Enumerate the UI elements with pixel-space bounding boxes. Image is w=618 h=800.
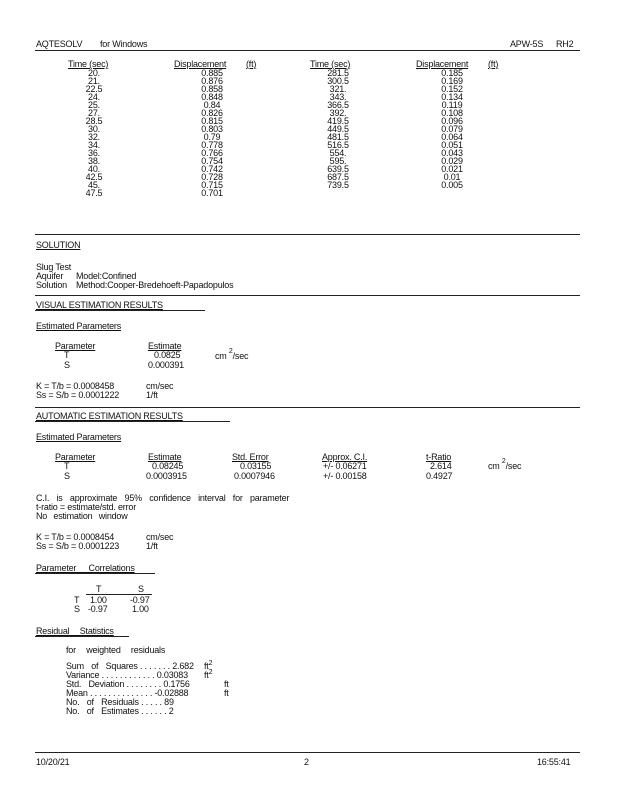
corr-t-s: -0.97: [130, 595, 150, 605]
col-head-unit-left: (ft): [246, 59, 257, 69]
displacement-value: 0.84: [203, 100, 221, 110]
header-rule: [35, 50, 580, 51]
auto-param-header: Parameter: [55, 452, 96, 462]
residual-stat-leader: . . . . . . . .: [124, 679, 164, 689]
visual-k-unit: cm/sec: [146, 381, 174, 391]
displacement-value: 0.01: [443, 172, 461, 182]
col-head-unit-right: (ft): [488, 59, 499, 69]
residual-stat-leader: . . . . .: [138, 697, 165, 707]
time-value: 40.: [88, 164, 100, 174]
visual-subtitle: Estimated Parameters: [36, 321, 122, 331]
aquifer-model: Model:Confined: [76, 271, 137, 281]
time-value: 24.: [88, 92, 100, 102]
time-value: 21.: [88, 76, 100, 86]
displacement-value: 0.029: [441, 156, 463, 166]
displacement-value: 0.815: [201, 116, 223, 126]
residual-stat-leader: . . . . . .: [138, 706, 169, 716]
corr-t-t: 1.00: [90, 595, 107, 605]
displacement-value: 0.766: [201, 148, 223, 158]
auto-estimate-header: Estimate: [148, 452, 182, 462]
residual-title-rule: [35, 636, 129, 637]
residual-stat-label: No. of Residuals: [66, 697, 139, 707]
displacement-value: 0.064: [441, 132, 463, 142]
app-platform: for Windows: [100, 39, 148, 49]
visual-value-s: 0.000391: [148, 360, 184, 370]
test-name: APW-5S: [510, 39, 544, 49]
time-value: 32.: [88, 132, 100, 142]
residual-stat-value: 0.03083: [156, 670, 188, 680]
residual-title: Residual Statistics: [36, 626, 114, 636]
section-rule-visual: [35, 295, 580, 296]
auto-k-unit: cm/sec: [146, 532, 174, 542]
col-head-disp-right: Displacement: [416, 59, 469, 69]
auto-unit-t: cm $^2$/sec: [488, 458, 522, 471]
footer-rule: [35, 752, 580, 753]
residual-stat-value: 89: [164, 697, 174, 707]
displacement-value: 0.185: [441, 68, 463, 78]
time-value: 38.: [88, 156, 100, 166]
auto-stderr-header: Std. Error: [232, 452, 269, 462]
auto-stderr-s: 0.0007946: [234, 471, 275, 481]
displacement-value: 0.152: [441, 84, 463, 94]
app-name: AQTESOLV: [36, 39, 83, 49]
residual-stat-label: Mean: [66, 688, 88, 698]
visual-estimate-header: Estimate: [148, 341, 182, 351]
time-value: 516.5: [327, 140, 349, 150]
residual-stat-value: 2.682: [172, 661, 194, 671]
visual-value-t: 0.0825: [154, 350, 181, 360]
residual-subtitle: for weighted residuals: [66, 645, 166, 655]
time-value: 595.: [329, 156, 347, 166]
displacement-value: 0.848: [201, 92, 223, 102]
time-value: 687.5: [327, 172, 349, 182]
displacement-value: 0.096: [441, 116, 463, 126]
time-value: 481.5: [327, 132, 349, 142]
residual-stat-unit: ft: [224, 679, 229, 689]
residual-stat-label: Std. Deviation: [66, 679, 125, 689]
visual-unit-t: cm $^2$/sec: [215, 348, 249, 361]
auto-value-t: 0.08245: [152, 461, 184, 471]
footer-page-number: 2: [304, 757, 309, 767]
visual-param-header: Parameter: [55, 341, 96, 351]
residual-stat-label: Sum of Squares: [66, 661, 138, 671]
auto-tratio-s: 0.4927: [426, 471, 453, 481]
displacement-value: 0.754: [201, 156, 223, 166]
time-value: 34.: [88, 140, 100, 150]
displacement-value: 0.778: [201, 140, 223, 150]
displacement-value: 0.079: [441, 124, 463, 134]
time-value: 28.5: [85, 116, 103, 126]
displacement-value: 0.885: [201, 68, 223, 78]
solution-title: SOLUTION: [36, 240, 81, 250]
displacement-value: 0.826: [201, 108, 223, 118]
corr-col-s: S: [138, 584, 144, 594]
col-head-time-right: Time (sec): [310, 59, 351, 69]
time-value: 47.5: [85, 188, 103, 198]
displacement-value: 0.043: [441, 148, 463, 158]
auto-ci-s: +/- 0.00158: [323, 471, 367, 481]
corr-s-s: 1.00: [132, 604, 149, 614]
time-value: 25.: [88, 100, 100, 110]
displacement-value: 0.728: [201, 172, 223, 182]
auto-tratio-header: t-Ratio: [426, 452, 452, 462]
displacement-value: 0.108: [441, 108, 463, 118]
displacement-value: 0.051: [441, 140, 463, 150]
displacement-value: 0.858: [201, 84, 223, 94]
corr-row-t-label: T: [74, 595, 80, 605]
residual-stats-list: [66, 660, 229, 716]
auto-ss-line: Ss = S/b = 0.0001223: [36, 541, 120, 551]
time-value: 392.: [329, 108, 347, 118]
visual-title-rule: [35, 310, 205, 311]
right-displacement-column: [432, 69, 472, 189]
auto-note-tratio: t-ratio = estimate/std. error: [36, 502, 136, 512]
time-value: 36.: [88, 148, 100, 158]
time-value: 20.: [88, 68, 100, 78]
displacement-value: 0.742: [201, 164, 223, 174]
displacement-value: 0.021: [441, 164, 463, 174]
displacement-value: 0.005: [441, 180, 463, 190]
auto-param-s: S: [64, 471, 70, 481]
displacement-value: 0.803: [201, 124, 223, 134]
residual-stat-leader: . . . . . . .: [137, 661, 173, 671]
auto-k-line: K = T/b = 0.0008454: [36, 532, 115, 542]
auto-ci-header: Approx. C.I.: [322, 452, 368, 462]
time-value: 321.: [329, 84, 347, 94]
left-time-column: [76, 69, 112, 197]
solution-test-type: Slug Test: [36, 262, 72, 272]
right-time-column: [320, 69, 356, 189]
time-value: 45.: [88, 180, 100, 190]
residual-stat-leader: . . . . . . . . . . . . . .: [87, 688, 155, 698]
time-value: 42.5: [85, 172, 103, 182]
automatic-title-rule: [35, 421, 230, 422]
time-value: 639.5: [327, 164, 349, 174]
residual-stat-leader: . . . . . . . . . . . .: [99, 670, 157, 680]
corr-s-t: -0.97: [88, 604, 108, 614]
time-value: 30.: [88, 124, 100, 134]
displacement-value: 0.701: [201, 188, 223, 198]
time-value: 22.5: [85, 84, 103, 94]
footer-date: 10/20/21: [36, 757, 70, 767]
automatic-title: AUTOMATIC ESTIMATION RESULTS: [36, 411, 183, 421]
correlations-title-rule: [35, 573, 155, 574]
residual-stat-row: [66, 707, 194, 716]
time-value: 554.: [329, 148, 347, 158]
displacement-value: 0.79: [203, 132, 221, 142]
residual-stat-label: Variance: [66, 670, 100, 680]
auto-value-s: 0.0003915: [146, 471, 187, 481]
aquifer-label: Aquifer: [36, 271, 64, 281]
residual-stat-value: -0.02888: [154, 688, 189, 698]
time-value: 300.5: [327, 76, 349, 86]
residual-stat-unit: $ft^2$: [204, 669, 213, 680]
corr-col-t: T: [96, 584, 102, 594]
residual-stat-value: 0.1756: [163, 679, 190, 689]
displacement-value: 0.134: [441, 92, 463, 102]
time-value: 343.: [329, 92, 347, 102]
correlations-title: Parameter Correlations: [36, 563, 135, 573]
auto-ss-unit: 1/ft: [146, 541, 158, 551]
time-value: 449.5: [327, 124, 349, 134]
col-head-disp-left: Displacement: [174, 59, 227, 69]
auto-note-window: No estimation window: [36, 511, 128, 521]
visual-ss-line: Ss = S/b = 0.0001222: [36, 390, 120, 400]
auto-note-ci: C.I. is approximate 95% confidence interval for parameter: [36, 493, 290, 503]
section-rule-automatic: [35, 407, 580, 408]
auto-param-t: T: [64, 461, 70, 471]
time-value: 281.5: [327, 68, 349, 78]
displacement-value: 0.876: [201, 76, 223, 86]
visual-param-s: S: [64, 360, 70, 370]
time-value: 366.5: [327, 100, 349, 110]
visual-title: VISUAL ESTIMATION RESULTS: [36, 300, 163, 310]
time-value: 419.5: [327, 116, 349, 126]
well-name: RH2: [556, 39, 574, 49]
displacement-value: 0.715: [201, 180, 223, 190]
visual-k-line: K = T/b = 0.0008458: [36, 381, 115, 391]
residual-stat-label: No. of Estimates: [66, 706, 139, 716]
automatic-subtitle: Estimated Parameters: [36, 432, 122, 442]
time-value: 739.5: [327, 180, 349, 190]
displacement-value: 0.169: [441, 76, 463, 86]
auto-stderr-t: 0.03155: [240, 461, 272, 471]
residual-stat-value: 2: [168, 706, 174, 716]
residual-stat-unit: ft: [224, 688, 229, 698]
auto-ci-t: +/- 0.06271: [323, 461, 367, 471]
time-value: 27.: [88, 108, 100, 118]
corr-row-s-label: S: [74, 604, 80, 614]
visual-ss-unit: 1/ft: [146, 390, 158, 400]
displacement-value: 0.119: [441, 100, 463, 110]
residual-stat-unit: $ft^2$: [204, 660, 213, 671]
footer-time: 16:55:41: [537, 757, 571, 767]
solution-label: Solution: [36, 280, 67, 290]
left-displacement-column: [192, 69, 232, 197]
col-head-time-left: Time (sec): [68, 59, 109, 69]
solution-method: Method:Cooper-Bredehoeft-Papadopulos: [76, 280, 234, 290]
section-rule-solution: [35, 234, 580, 235]
auto-tratio-t: 2.614: [430, 461, 452, 471]
visual-param-t: T: [64, 350, 70, 360]
